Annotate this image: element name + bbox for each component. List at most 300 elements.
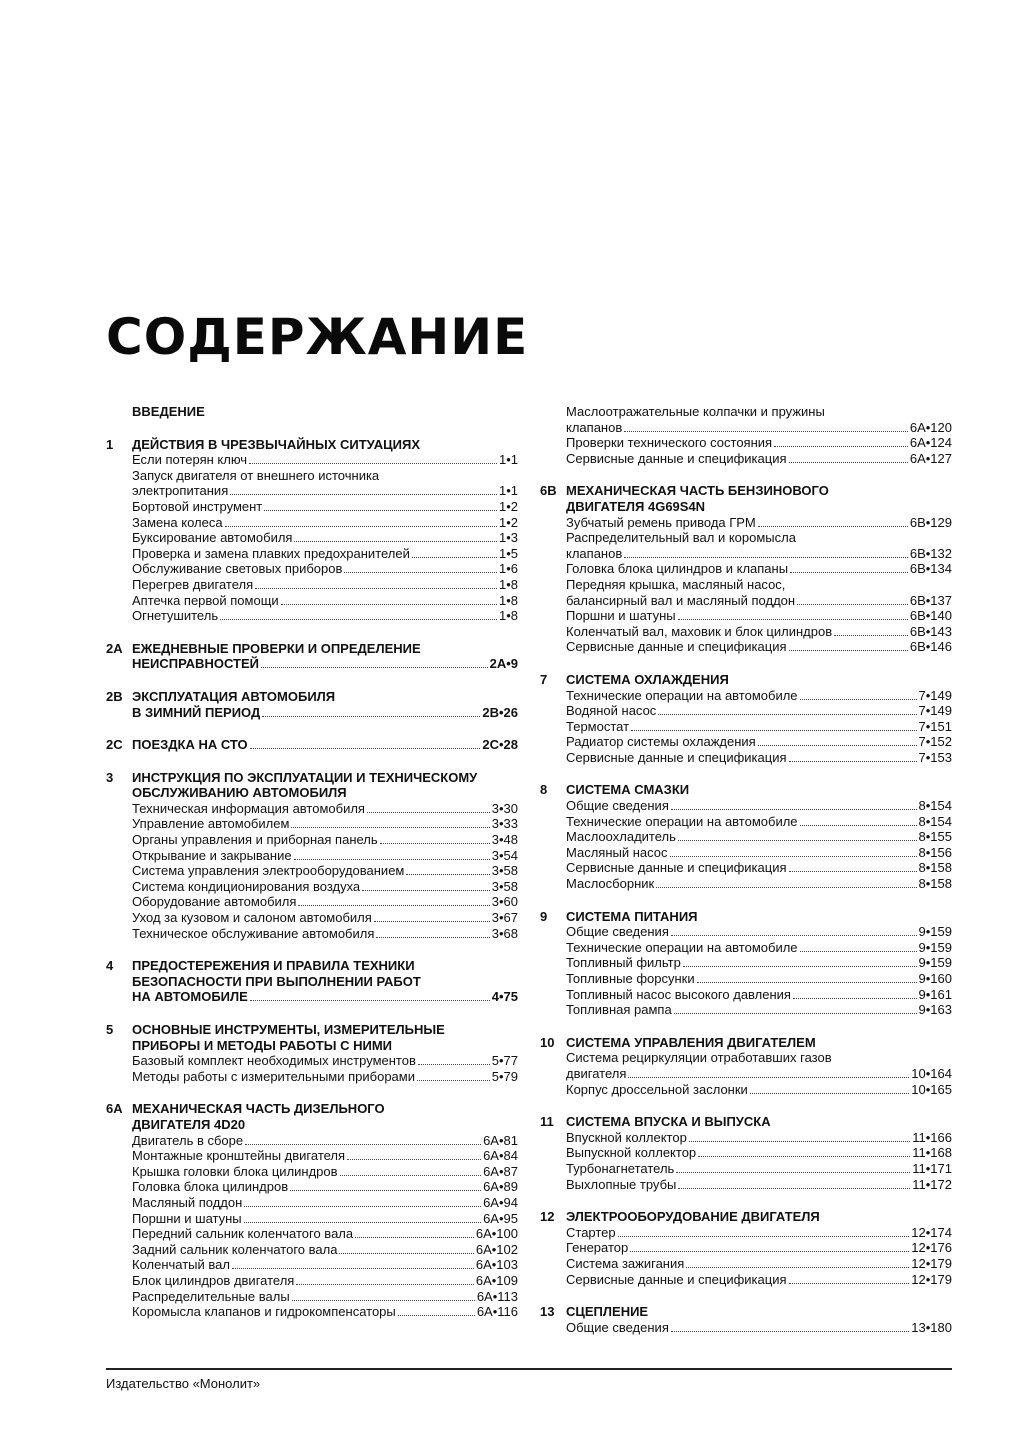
entry-list (106, 1053, 518, 1084)
toc-entry[interactable] (566, 845, 952, 861)
entry-title: двигателя (566, 1065, 627, 1081)
toc-entry[interactable] (132, 879, 518, 895)
section-heading[interactable] (106, 958, 518, 1005)
toc-entry-row[interactable] (132, 863, 518, 879)
toc-entry[interactable] (132, 1195, 518, 1211)
toc-section (106, 737, 518, 753)
toc-entry[interactable] (132, 577, 518, 593)
toc-entry[interactable] (132, 1273, 518, 1289)
section-heading[interactable] (106, 1101, 518, 1132)
section-heading[interactable] (540, 1114, 952, 1130)
dot-leader (281, 604, 497, 605)
section-heading[interactable] (106, 770, 518, 801)
toc-entry[interactable] (566, 940, 952, 956)
toc-entry[interactable] (566, 639, 952, 655)
toc-entry[interactable] (132, 1242, 518, 1258)
dot-leader (789, 1283, 910, 1284)
toc-entry[interactable] (566, 608, 952, 624)
toc-entry-row[interactable] (566, 1240, 952, 1256)
section-title-line: СИСТЕМА СМАЗКИ (566, 782, 690, 798)
dot-leader (678, 619, 908, 620)
page-number: 8•154 (918, 798, 952, 814)
dot-leader (670, 856, 917, 857)
toc-entry-row[interactable] (566, 734, 952, 750)
toc-entry-row[interactable] (132, 546, 518, 562)
toc-entry[interactable] (566, 1161, 952, 1177)
entry-title: Коромысла клапанов и гидрокомпенсаторы (132, 1304, 396, 1320)
dot-leader (367, 812, 490, 813)
toc-entry-row[interactable] (132, 832, 518, 848)
section-title (132, 1022, 518, 1053)
toc-entry-row[interactable] (132, 1148, 518, 1164)
toc-entry[interactable] (566, 1002, 952, 1018)
section-title-text: ПОЕЗДКА НА СТО (132, 737, 248, 753)
section-title-text: НА АВТОМОБИЛЕ (132, 989, 248, 1005)
entry-title: Крышка головки блока цилиндров (132, 1163, 338, 1179)
toc-section (540, 1209, 952, 1287)
entry-title-line: Маслоотражательные колпачки и пружины (566, 404, 825, 419)
toc-entry-row[interactable] (132, 593, 518, 609)
dot-leader (624, 431, 908, 432)
toc-entry-row[interactable] (132, 561, 518, 577)
toc-entry[interactable] (566, 624, 952, 640)
toc-entry-row[interactable] (132, 515, 518, 531)
toc-entry[interactable] (566, 451, 952, 467)
section-number: 9 (540, 908, 548, 924)
toc-entry[interactable] (132, 801, 518, 817)
section-title (132, 641, 518, 672)
toc-entry[interactable] (132, 1179, 518, 1195)
toc-entry[interactable] (566, 435, 952, 451)
page-number: 10•165 (911, 1081, 952, 1097)
toc-entry-row[interactable] (566, 1130, 952, 1146)
entry-title: Головка блока цилиндров и клапаны (566, 561, 789, 577)
toc-entry[interactable] (132, 1148, 518, 1164)
toc-entry[interactable] (566, 924, 952, 940)
toc-entry[interactable] (132, 1164, 518, 1180)
section-heading[interactable] (540, 909, 952, 925)
dot-leader (797, 604, 908, 605)
toc-entry-row[interactable] (132, 1179, 518, 1195)
entry-title: Выхлопные трубы (566, 1176, 677, 1192)
entry-list (540, 1050, 952, 1097)
entry-title: Стартер (566, 1224, 616, 1240)
entry-title: Система управления электрооборудованием (132, 863, 405, 879)
page-number: 6B•129 (909, 514, 952, 530)
section-title (566, 1304, 952, 1320)
publisher-footer: Издательство «Монолит» (106, 1376, 261, 1391)
toc-entry-row[interactable] (132, 452, 518, 468)
page-number: 9•163 (918, 1002, 952, 1018)
toc-entry-row[interactable] (132, 816, 518, 832)
toc-entry[interactable] (566, 404, 952, 435)
toc-entry[interactable] (566, 734, 952, 750)
toc-entry-row[interactable] (132, 1053, 518, 1069)
toc-entry[interactable] (566, 1145, 952, 1161)
toc-entry-row[interactable] (566, 829, 952, 845)
section-heading[interactable] (106, 737, 518, 753)
toc-entry-row[interactable] (566, 719, 952, 735)
toc-entry[interactable] (566, 798, 952, 814)
section-title (566, 782, 952, 798)
page-number: 6A•103 (475, 1257, 518, 1273)
section-number: 1 (106, 436, 114, 452)
page-number: 3•67 (491, 910, 518, 926)
dot-leader (264, 510, 497, 511)
section-title (566, 1209, 952, 1225)
toc-entry[interactable] (566, 688, 952, 704)
toc-entry[interactable] (566, 719, 952, 735)
entry-list (106, 801, 518, 941)
entry-title: Перегрев двигателя (132, 576, 254, 592)
entry-title: Монтажные кронштейны двигателя (132, 1148, 346, 1164)
toc-entry[interactable] (566, 1256, 952, 1272)
toc-entry[interactable] (132, 1289, 518, 1305)
toc-entry[interactable] (132, 593, 518, 609)
section-heading[interactable] (540, 1035, 952, 1051)
dot-leader (750, 1093, 909, 1094)
page-number: 3•54 (491, 847, 518, 863)
toc-entry[interactable] (566, 515, 952, 531)
section-number: 3 (106, 769, 114, 785)
entry-title: Головка блока цилиндров (132, 1179, 289, 1195)
toc-entry-row[interactable] (566, 1161, 952, 1177)
toc-entry-row[interactable] (566, 750, 952, 766)
dot-leader (362, 890, 490, 891)
page-title: СОДЕРЖАНИЕ (106, 308, 529, 366)
toc-entry[interactable] (566, 1225, 952, 1241)
entry-title: Термостат (566, 718, 630, 734)
section-title-line: СЦЕПЛЕНИЕ (566, 1304, 649, 1320)
section-heading[interactable] (540, 1209, 952, 1225)
toc-entry-row[interactable] (566, 924, 952, 940)
page-number: 6A•120 (909, 419, 952, 435)
toc-entry-row[interactable] (566, 971, 952, 987)
page-number: 12•179 (911, 1271, 952, 1287)
section-title-line: ЭЛЕКТРООБОРУДОВАНИЕ ДВИГАТЕЛЯ (566, 1209, 820, 1225)
entry-title: Если потерян ключ (132, 452, 248, 468)
toc-entry-row[interactable] (132, 1304, 518, 1320)
dot-leader (250, 748, 481, 749)
entry-title: Проверки технического состояния (566, 435, 773, 451)
section-heading[interactable] (106, 689, 518, 720)
section-heading[interactable] (106, 641, 518, 672)
entry-title: Аптечка первой помощи (132, 592, 279, 608)
page-number: 9•159 (918, 955, 952, 971)
dot-leader (417, 1080, 490, 1081)
toc-entry[interactable] (132, 1257, 518, 1273)
entry-title: Двигатель в сборе (132, 1132, 244, 1148)
toc-entry[interactable] (566, 703, 952, 719)
toc-section (106, 437, 518, 624)
toc-entry-row[interactable] (566, 1320, 952, 1336)
toc-entry-row[interactable] (132, 848, 518, 864)
entry-title: Маслосборник (566, 876, 655, 892)
dot-leader (683, 966, 917, 967)
entry-title: Проверка и замена плавких предохранителей (132, 545, 410, 561)
toc-entry[interactable] (566, 750, 952, 766)
entry-title: клапанов (566, 545, 623, 561)
entry-title: Замена колеса (132, 514, 223, 530)
toc-entry-row[interactable] (566, 546, 952, 562)
section-title-text: НЕИСПРАВНОСТЕЙ (132, 656, 259, 672)
entry-title: Управление автомобилем (132, 816, 290, 832)
toc-entry[interactable] (566, 577, 952, 608)
toc-entry-row[interactable] (132, 1226, 518, 1242)
entry-title: Уход за кузовом и салоном автомобиля (132, 910, 372, 926)
section-number: 10 (540, 1034, 555, 1050)
page-number: 4•75 (491, 989, 518, 1005)
entry-title: Технические операции на автомобиле (566, 813, 798, 829)
toc-entry[interactable] (132, 1133, 518, 1149)
dot-leader (790, 572, 908, 573)
toc-entry[interactable] (566, 1050, 952, 1081)
entry-title: Поршни и шатуны (132, 1210, 242, 1226)
page-number: 6A•102 (475, 1241, 518, 1257)
toc-entry-row[interactable] (566, 688, 952, 704)
dot-leader (225, 526, 497, 527)
entry-title: Задний сальник коленчатого вала (132, 1241, 338, 1257)
toc-entry-row[interactable] (132, 1242, 518, 1258)
toc-entry-row[interactable] (566, 561, 952, 577)
section-title-line: ПРИБОРЫ И МЕТОДЫ РАБОТЫ С НИМИ (132, 1037, 392, 1053)
dot-leader (656, 887, 916, 888)
page-number: 2C•28 (482, 737, 518, 753)
page-number: 3•58 (491, 878, 518, 894)
section-number (106, 404, 132, 420)
toc-entry-row[interactable] (132, 1211, 518, 1227)
toc-entry-row[interactable] (566, 1177, 952, 1193)
toc-entry-row[interactable] (132, 608, 518, 624)
entry-title: Масляный поддон (132, 1194, 243, 1210)
entry-title: Техническая информация автомобиля (132, 800, 365, 816)
toc-entry-row[interactable] (566, 860, 952, 876)
entry-title: Водяной насос (566, 703, 657, 719)
dot-leader (758, 745, 917, 746)
toc-entry[interactable] (132, 546, 518, 562)
toc-entry-row[interactable] (566, 798, 952, 814)
section-heading[interactable] (540, 1304, 952, 1320)
page-number: 6A•94 (483, 1194, 518, 1210)
toc-entry[interactable] (132, 1226, 518, 1242)
toc-entry-row[interactable] (566, 1225, 952, 1241)
section-title (132, 404, 518, 420)
dot-leader (340, 1175, 482, 1176)
entry-list (540, 1225, 952, 1287)
toc-entry[interactable] (566, 987, 952, 1003)
toc-entry[interactable] (132, 894, 518, 910)
toc-entry-row[interactable] (566, 814, 952, 830)
toc-entry[interactable] (132, 468, 518, 499)
section-number: 2B (106, 688, 123, 704)
page-number: 6A•116 (476, 1304, 518, 1320)
toc-entry[interactable] (132, 515, 518, 531)
toc-entry[interactable] (566, 1272, 952, 1288)
section-heading[interactable] (106, 437, 518, 453)
entry-title: Огнетушитель (132, 608, 219, 624)
toc-entry-row[interactable] (566, 624, 952, 640)
toc-entry-row[interactable] (132, 1289, 518, 1305)
page-number: 9•159 (918, 939, 952, 955)
page-number: 3•33 (491, 816, 518, 832)
page-number: 6A•113 (476, 1288, 518, 1304)
toc-entry-row[interactable] (566, 845, 952, 861)
dot-leader (658, 714, 916, 715)
dot-leader (678, 840, 917, 841)
dot-leader (347, 1159, 481, 1160)
toc-entry-row[interactable] (132, 1273, 518, 1289)
dot-leader (834, 635, 908, 636)
section-number: 7 (540, 671, 548, 687)
toc-entry[interactable] (132, 452, 518, 468)
toc-entry[interactable] (566, 971, 952, 987)
page-number: 2A•9 (489, 656, 518, 672)
toc-entry-row[interactable] (566, 876, 952, 892)
entry-title: Генератор (566, 1240, 629, 1256)
toc-section (106, 404, 518, 420)
toc-entry-row[interactable] (132, 879, 518, 895)
toc-entry[interactable] (132, 832, 518, 848)
section-number: 2C (106, 737, 123, 753)
toc-entry-row[interactable] (566, 955, 952, 971)
toc-entry-row[interactable] (132, 1133, 518, 1149)
entry-title: Открывание и закрывание (132, 847, 292, 863)
toc-entry[interactable] (566, 814, 952, 830)
toc-entry-row[interactable] (566, 940, 952, 956)
toc-entry-row[interactable] (566, 703, 952, 719)
dot-leader (374, 921, 490, 922)
toc-entry-row[interactable] (132, 801, 518, 817)
toc-entry[interactable] (566, 860, 952, 876)
toc-entry-row[interactable] (132, 926, 518, 942)
toc-entry[interactable] (132, 530, 518, 546)
toc-entry-row[interactable] (566, 593, 952, 609)
toc-entry-row[interactable] (132, 1164, 518, 1180)
toc-section (106, 770, 518, 942)
toc-entry-row[interactable] (566, 987, 952, 1003)
section-title-line: ОБСЛУЖИВАНИЮ АВТОМОБИЛЯ (132, 785, 347, 801)
toc-entry[interactable] (566, 1082, 952, 1098)
entry-title: Зубчатый ремень привода ГРМ (566, 514, 756, 530)
entry-list (540, 798, 952, 892)
toc-entry[interactable] (132, 816, 518, 832)
entry-title-line: Передняя крышка, масляный насос, (566, 576, 786, 592)
page-number: 11•172 (912, 1176, 952, 1192)
toc-entry-row[interactable] (132, 910, 518, 926)
toc-entry-row[interactable] (566, 608, 952, 624)
toc-entry-row[interactable] (132, 894, 518, 910)
toc-entry[interactable] (132, 1053, 518, 1069)
toc-entry-row[interactable] (566, 639, 952, 655)
toc-entry[interactable] (132, 1304, 518, 1320)
toc-entry[interactable] (566, 561, 952, 577)
toc-entry[interactable] (566, 1240, 952, 1256)
toc-entry-row[interactable] (566, 515, 952, 531)
toc-entry[interactable] (132, 608, 518, 624)
entry-title: Система зажигания (566, 1255, 685, 1271)
page-number: 11•166 (912, 1129, 952, 1145)
toc-entry-row[interactable] (132, 499, 518, 515)
page-number: 1•8 (498, 592, 518, 608)
toc-right-column (540, 404, 952, 1352)
toc-entry-row[interactable] (566, 451, 952, 467)
entry-title: Общие сведения (566, 798, 669, 814)
toc-entry-row[interactable] (566, 1002, 952, 1018)
section-heading[interactable] (540, 483, 952, 514)
toc-entry[interactable] (132, 863, 518, 879)
toc-entry-row[interactable] (132, 1257, 518, 1273)
entry-title: Турбонагнетатель (566, 1160, 675, 1176)
page-number: 6A•127 (909, 450, 952, 466)
section-heading[interactable] (540, 672, 952, 688)
section-number: 2A (106, 640, 123, 656)
dot-leader (800, 825, 917, 826)
toc-entry[interactable] (132, 1211, 518, 1227)
toc-entry[interactable] (132, 499, 518, 515)
page-number: 7•149 (918, 687, 952, 703)
toc-entry[interactable] (566, 530, 952, 561)
toc-entry[interactable] (132, 910, 518, 926)
entry-title: Общие сведения (566, 924, 669, 940)
entry-title: Сервисные данные и спецификация (566, 639, 787, 655)
page-number: 1•8 (498, 576, 518, 592)
section-heading[interactable] (106, 404, 518, 420)
section-heading[interactable] (106, 1022, 518, 1053)
toc-entry[interactable] (566, 955, 952, 971)
toc-entry[interactable] (132, 848, 518, 864)
toc-entry[interactable] (566, 829, 952, 845)
dot-leader (758, 526, 908, 527)
section-title-line (132, 705, 518, 721)
toc-entry-row[interactable] (566, 435, 952, 451)
dot-leader (671, 935, 917, 936)
toc-entry-row[interactable] (132, 577, 518, 593)
dot-leader (291, 827, 489, 828)
page-number: 8•158 (918, 860, 952, 876)
page-number: 12•179 (911, 1255, 952, 1271)
toc-entry[interactable] (566, 1177, 952, 1193)
toc-entry[interactable] (132, 561, 518, 577)
toc-entry-row[interactable] (566, 420, 952, 436)
toc-entry-row[interactable] (132, 530, 518, 546)
toc-entry-row[interactable] (566, 1256, 952, 1272)
toc-entry-row[interactable] (132, 1195, 518, 1211)
section-number: 4 (106, 958, 114, 974)
toc-entry[interactable] (566, 1320, 952, 1336)
toc-section (540, 483, 952, 655)
toc-entry[interactable] (566, 876, 952, 892)
toc-entry-row[interactable] (566, 1145, 952, 1161)
dot-leader (298, 905, 489, 906)
toc-entry-row[interactable] (566, 1272, 952, 1288)
toc-entry[interactable] (132, 1069, 518, 1085)
dot-leader (774, 446, 908, 447)
toc-entry-row[interactable] (566, 1082, 952, 1098)
toc-entry-row[interactable] (566, 1066, 952, 1082)
entry-title-line: Запуск двигателя от внешнего источника (132, 467, 380, 483)
toc-entry[interactable] (566, 1130, 952, 1146)
toc-entry-row[interactable] (132, 1069, 518, 1085)
section-heading[interactable] (540, 782, 952, 798)
dot-leader (380, 843, 490, 844)
section-title-line: ДЕЙСТВИЯ В ЧРЕЗВЫЧАЙНЫХ СИТУАЦИЯХ (132, 436, 420, 452)
dot-leader (789, 462, 908, 463)
toc-left-column (106, 404, 518, 1337)
toc-entry[interactable] (132, 926, 518, 942)
dot-leader (671, 809, 917, 810)
entry-title: Сервисные данные и спецификация (566, 860, 787, 876)
toc-entry-row[interactable] (132, 483, 518, 499)
